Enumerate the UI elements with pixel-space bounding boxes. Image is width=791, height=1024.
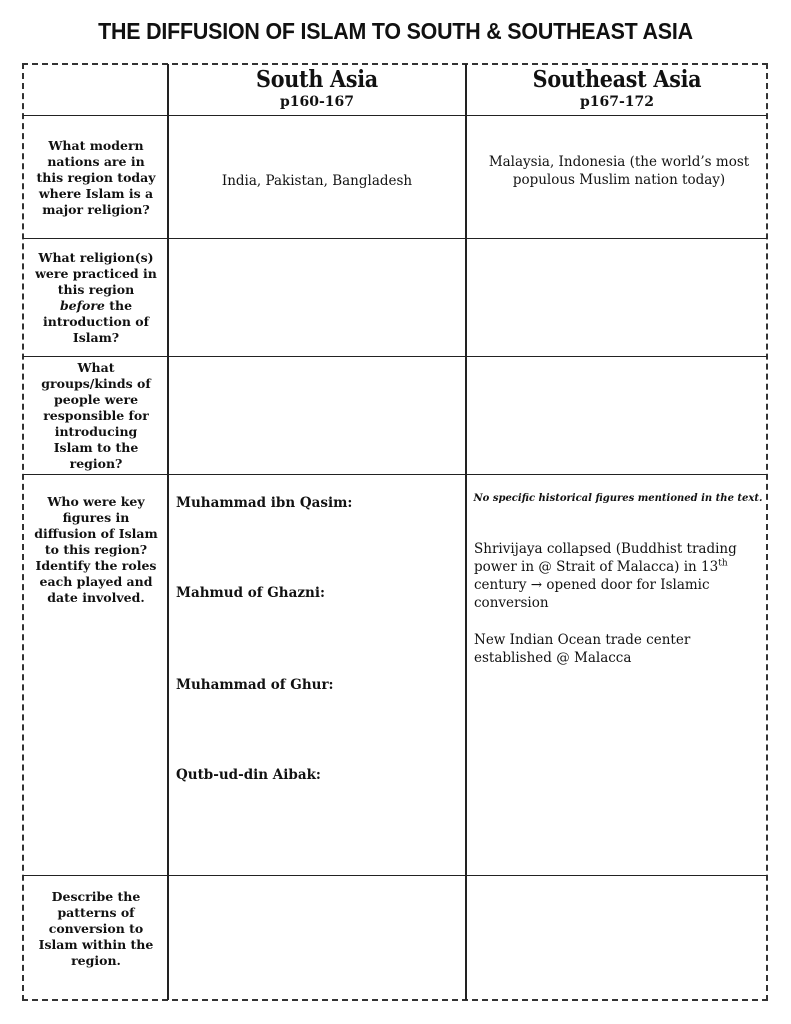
row-divider <box>23 115 767 116</box>
question-text: the introduction of Islam? <box>43 298 149 345</box>
answer-southeast-asia-nations: Malaysia, Indonesia (the world’s most populous Muslim nation today) <box>488 154 750 188</box>
answer-southeast-asia-groups[interactable] <box>467 358 767 474</box>
paragraph-text: Shrivijaya collapsed (Buddhist trading power in @ Strait of Malacca) in 13 <box>474 541 737 575</box>
column-header-south-asia <box>169 66 465 110</box>
figure-label-muhammad-of-ghur: Muhammad of Ghur: <box>176 677 334 693</box>
row-divider <box>23 875 767 876</box>
answer-southeast-asia-patterns[interactable] <box>467 877 767 999</box>
answer-south-asia-religions[interactable] <box>169 240 465 356</box>
answer-south-asia-nations: India, Pakistan, Bangladesh <box>221 173 413 189</box>
question-emphasis: before <box>59 298 105 313</box>
figure-label-qutb-ud-din-aibak: Qutb-ud-din Aibak: <box>176 767 321 783</box>
page-title: THE DIFFUSION OF ISLAM TO SOUTH & SOUTHEAST ASIA <box>98 18 693 44</box>
southeast-asia-figures-note: No specific historical figures mentioned in the text. <box>473 493 763 504</box>
column-pages: p160-167 <box>279 94 355 110</box>
question-text: What religion(s) were practiced in this region <box>35 250 157 297</box>
paragraph-text: century <box>474 577 531 593</box>
question-prior-religions <box>26 240 166 356</box>
column-title: South Asia <box>256 66 378 93</box>
ordinal-suffix: th <box>718 558 728 569</box>
southeast-asia-malacca-paragraph: New Indian Ocean trade center established @ Malacca <box>474 632 691 666</box>
row-divider <box>23 474 767 475</box>
question-modern-nations: What modern nations are in this region today where Islam is a major religion? <box>36 137 156 217</box>
paragraph-text: opened door for Islamic conversion <box>474 577 710 611</box>
answer-south-asia-groups[interactable] <box>169 358 465 474</box>
question-groups-responsible: What groups/kinds of people were responsible for introducing Islam to the region? <box>41 360 151 471</box>
column-title: Southeast Asia <box>532 66 702 93</box>
row-divider <box>23 356 767 357</box>
figure-label-muhammad-ibn-qasim: Muhammad ibn Qasim: <box>176 495 353 511</box>
question-conversion-patterns: Describe the patterns of conversion to Islam within the region. <box>38 889 154 968</box>
right-arrow-icon: → <box>530 577 543 593</box>
column-divider-right <box>465 64 467 1000</box>
southeast-asia-shrivijaya-paragraph <box>474 540 764 612</box>
column-header-southeast-asia <box>467 66 767 110</box>
figure-label-mahmud-of-ghazni: Mahmud of Ghazni: <box>176 585 325 601</box>
column-pages: p167-172 <box>579 94 655 110</box>
question-key-figures: Who were key figures in diffusion of Islam to this region? Identify the roles each played and date involved. <box>34 494 158 605</box>
answer-south-asia-patterns[interactable] <box>169 877 465 999</box>
answer-southeast-asia-religions[interactable] <box>467 240 767 356</box>
